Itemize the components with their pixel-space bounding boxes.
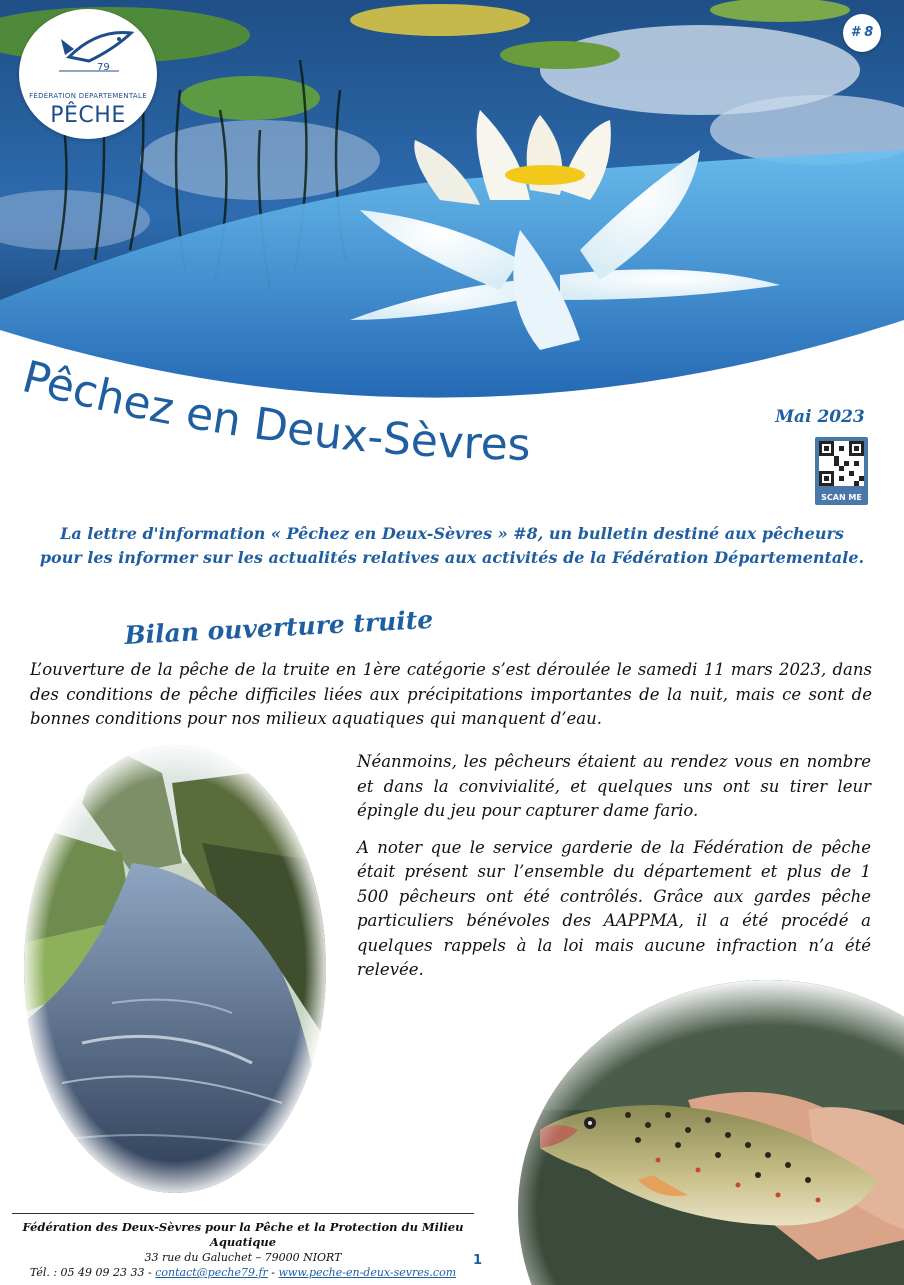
footer-address: 33 rue du Galuchet – 79000 NIORT	[144, 1251, 342, 1264]
paragraph-anglers: Néanmoins, les pêcheurs étaient au rendez vous en nombre et dans la convivialité, et quelques uns ont su tirer leur épingle du jeu pour capturer dame fario.	[357, 752, 871, 820]
river-photo	[22, 743, 328, 1195]
footer-website-link[interactable]: www.peche-en-deux-sevres.com	[278, 1266, 457, 1279]
intro-text	[30, 522, 874, 570]
qr-code[interactable]	[815, 437, 868, 505]
footer-separator: -	[267, 1266, 279, 1279]
newsletter-title-text: Pêchez en Deux-Sèvres	[17, 351, 531, 471]
page-number: 1	[473, 1253, 483, 1268]
footer-tel: Tél. : 05 49 09 23 33 -	[29, 1266, 156, 1279]
right-column-text	[357, 750, 871, 995]
trout-photo	[518, 980, 904, 1285]
paragraph-controls: A noter que le service garderie de la Fédération de pêche était présent sur l’ensemble du département et plus de 1 500 pêcheurs ont été contrôlés. Grâce aux gardes pêche particuliers bénévoles des AAPPMA, il a été procédé a quelques rappels à la loi mais aucune infraction n’a été relevée.	[357, 837, 871, 979]
qr-label: SCAN ME	[821, 493, 862, 502]
footer-email-link[interactable]: contact@peche79.fr	[155, 1266, 268, 1279]
logo-name: PÊCHE	[50, 103, 126, 128]
footer-org: Fédération des Deux-Sèvres pour la Pêche et la Protection du Milieu Aquatique	[22, 1220, 464, 1249]
intro-line-2: pour les informer sur les actualités relatives aux activités de la Fédération Départementale.	[39, 548, 865, 567]
issue-badge: # 8	[843, 14, 881, 52]
footer	[12, 1220, 474, 1280]
svg-text:Pêchez en Deux-Sèvres	[17, 351, 531, 470]
issue-date: Mai 2023	[775, 407, 865, 427]
qr-code-icon	[819, 441, 864, 486]
logo-org-line: FÉDÉRATION DÉPARTEMENTALE	[29, 92, 147, 100]
fish-icon	[19, 9, 157, 89]
intro-line-1: La lettre d'information « Pêchez en Deux-Sèvres » #8, un bulletin destiné aux pêcheurs	[60, 524, 844, 543]
logo-number: 79	[97, 62, 110, 73]
footer-contact	[12, 1265, 474, 1280]
newsletter-title	[0, 350, 620, 500]
federation-logo[interactable]	[19, 9, 157, 139]
section-title	[118, 592, 448, 652]
footer-divider	[12, 1213, 474, 1214]
section-title-text: Bilan ouverture truite	[123, 604, 434, 651]
paragraph-opening: L’ouverture de la pêche de la truite en 1ère catégorie s’est déroulée le samedi 11 mars 2023, dans des conditions de pêche difficiles liées aux précipitations importantes de la nuit, mais ce sont de bonnes conditions pour nos milieux aquatiques qui manquent d’eau.	[30, 660, 872, 728]
